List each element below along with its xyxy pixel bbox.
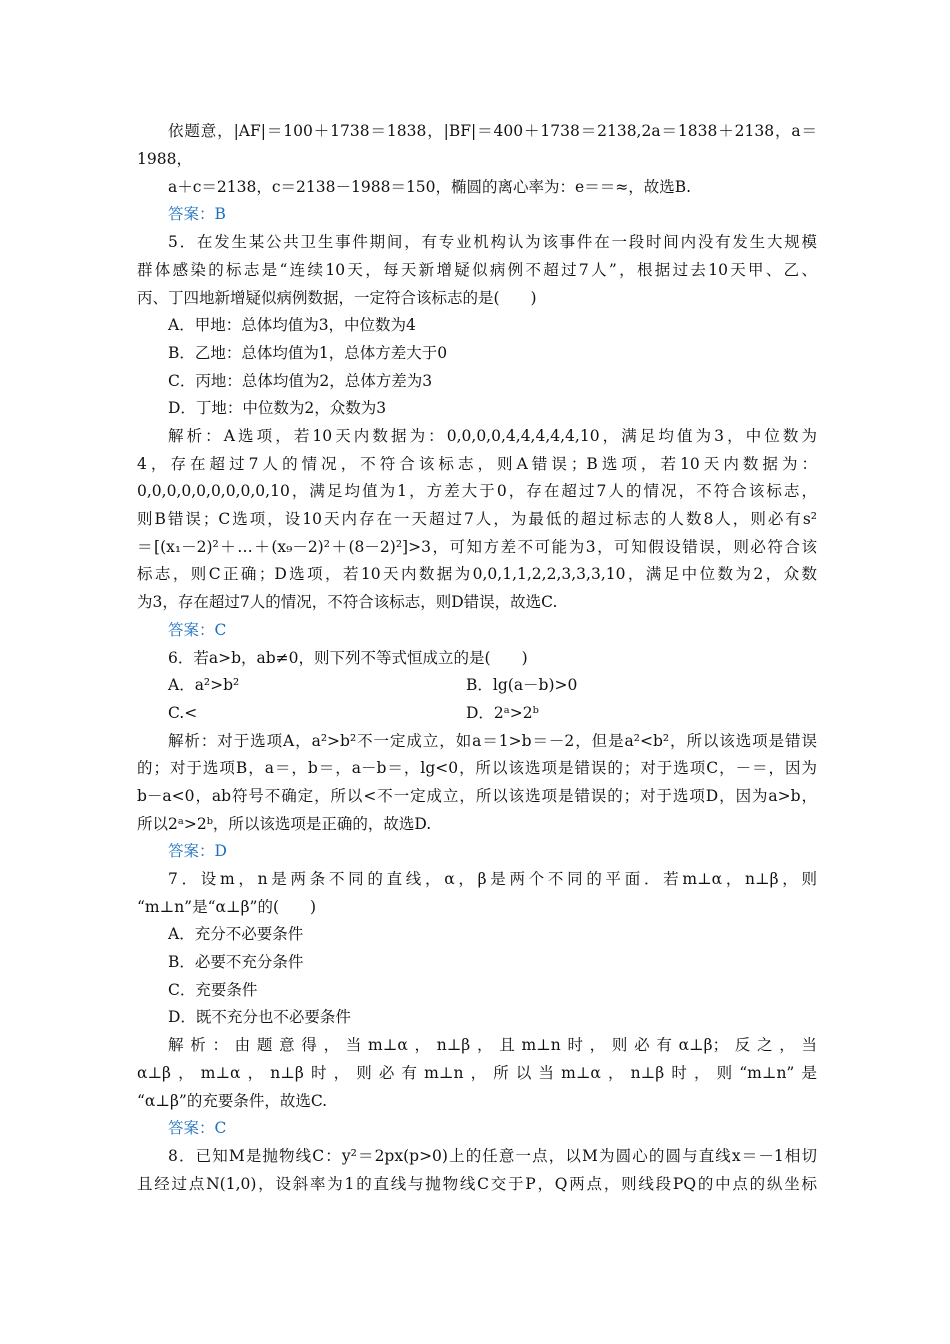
solution-line: 标志，则C正确；D选项，若10天内数据为0,0,1,1,2,2,3,3,3,10，满足中位数为2，众数 (137, 565, 817, 583)
solution-line: 解析：A选项，若10天内数据为：0,0,0,0,4,4,4,4,4,10，满足均值为3，中位数为 (168, 427, 817, 445)
solution-line: α⊥β，m⊥α，n⊥β时，则必有m⊥n，所以当m⊥α，n⊥β时，则“m⊥n”是 (137, 1064, 817, 1082)
solution-line: 则B错误；C选项，设10天内存在一天超过7人，为最低的超过标志的人数8人，则必有s² (137, 510, 817, 528)
option-d: D．既不充分也不必要条件 (168, 1008, 351, 1026)
answer-label: 答案：D (168, 842, 227, 860)
solution-line: 解析：对于选项A，a²>b²不一定成立，如a＝1>b＝－2，但是a²<b²，所以该选项是错误 (168, 732, 817, 750)
option-c: C．丙地：总体均值为2，总体方差为3 (168, 372, 433, 390)
question-7-stem: 7．设m，n是两条不同的直线，α，β是两个不同的平面．若m⊥α，n⊥β，则 (168, 870, 817, 888)
answer-label: 答案：C (168, 621, 227, 639)
solution-line: 解析：由题意得，当m⊥α，n⊥β，且m⊥n时，则必有α⊥β；反之，当 (168, 1036, 817, 1054)
option-c: C．充要条件 (168, 981, 258, 999)
solution-line: b－a<0，ab符号不确定，所以<不一定成立，所以该选项是错误的；对于选项D，因为a>b， (137, 787, 817, 805)
option-b: B．必要不充分条件 (168, 953, 304, 971)
solution-line: 所以2ᵃ>2ᵇ，所以该选项是正确的，故选D. (137, 815, 432, 833)
option-b: B．乙地：总体均值为1，总体方差大于0 (168, 344, 448, 362)
question-5-stem: 群体感染的标志是“连续10天，每天新增疑似病例不超过7人”，根据过去10天甲、乙、 (137, 261, 817, 279)
question-7-stem: “m⊥n”是“α⊥β”的( ) (137, 898, 317, 916)
text-line: a＋c＝2138，c＝2138－1988＝150，椭圆的离心率为：e＝＝≈，故选B. (168, 178, 692, 196)
solution-line: 4，存在超过7人的情况，不符合该标志，则A错误；B选项，若10天内数据为： (137, 455, 817, 473)
solution-line: “α⊥β”的充要条件，故选C. (137, 1092, 328, 1110)
question-8-stem: 且经过点N(1,0)，设斜率为1的直线与抛物线C交于P，Q两点，则线段PQ的中点的纵坐标 (137, 1175, 817, 1193)
option-c: C.< (168, 704, 198, 722)
text-line: 1988， (137, 150, 192, 168)
option-a: A．甲地：总体均值为3，中位数为4 (168, 316, 416, 334)
question-6-stem: 6．若a>b，ab≠0，则下列不等式恒成立的是( ) (168, 649, 528, 667)
question-8-stem: 8．已知M是抛物线C：y²＝2px(p>0)上的任意一点，以M为圆心的圆与直线x＝－1相切 (168, 1147, 817, 1165)
question-5-stem: 5．在发生某公共卫生事件期间，有专业机构认为该事件在一段时间内没有发生大规模 (168, 233, 817, 251)
solution-line: 的；对于选项B，a＝，b＝，a－b＝，lg<0，所以该选项是错误的；对于选项C，－＝，因为 (137, 759, 817, 777)
option-b: B．lg(a－b)>0 (466, 676, 578, 694)
option-d: D．丁地：中位数为2，众数为3 (168, 399, 387, 417)
question-5-stem: 丙、丁四地新增疑似病例数据，一定符合该标志的是( ) (137, 289, 537, 307)
option-d: D．2ᵃ>2ᵇ (466, 704, 539, 722)
solution-line: 0,0,0,0,0,0,0,0,0,10，满足均值为1，方差大于0，存在超过7人的情况，不符合该标志， (137, 482, 817, 500)
solution-line: ＝[(x₁－2)²＋…＋(x₉－2)²＋(8－2)²]>3，可知方差不可能为3，可知假设错误，则必符合该 (137, 538, 817, 556)
option-a: A．充分不必要条件 (168, 925, 304, 943)
text-line: 依题意，|AF|＝100＋1738＝1838，|BF|＝400＋1738＝2138,2a＝1838＋2138，a＝ (168, 122, 817, 140)
answer-label: 答案：B (168, 205, 226, 223)
solution-line: 为3，存在超过7人的情况，不符合该标志，则D错误，故选C. (137, 593, 558, 611)
answer-label: 答案：C (168, 1119, 227, 1137)
option-a: A．a²>b² (168, 676, 240, 694)
